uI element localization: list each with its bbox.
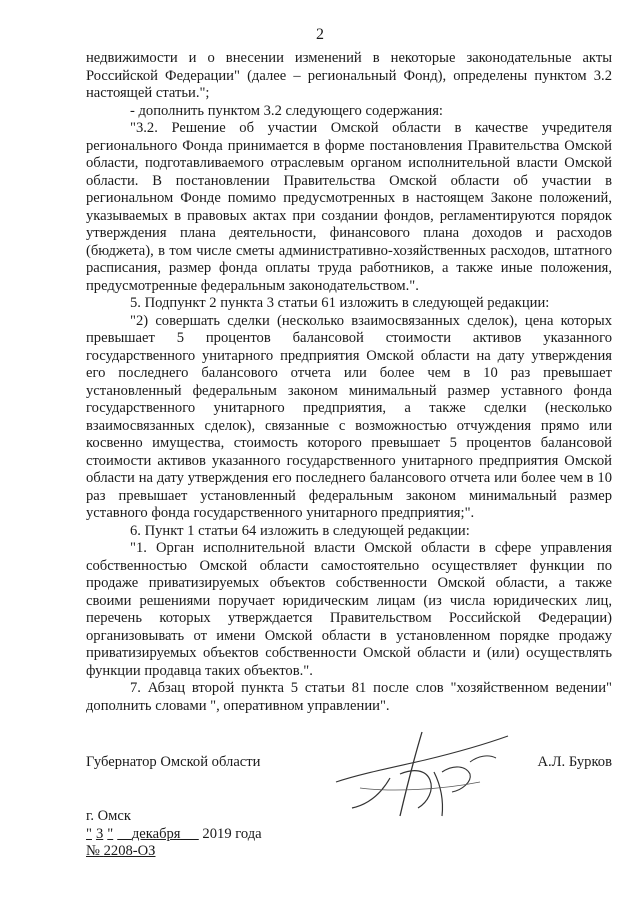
paragraph-continuation: недвижимости и о внесении изменений в некоторые законодательные акты Российской Федерации" (далее – региональный Фонд), определены пунктом 3.2 настоящей статьи."; [86,50,612,101]
paragraph-clause-1: "1. Орган исполнительной власти Омской области в сфере управления собственностью Омской области самостоятельно осуществляет функции по продаже приватизируемых объектов собственности Омской области, а также своими решениями поручает юридическим лицам (из числа юридических лиц, перечень которых утверждается Правительством Российской Федерации) организовывать от имени Омской области в установленном порядке продажу приватизируемых объектов собственности Омской области и (или) осуществлять функции продавца таких объектов.". [86,540,612,679]
signatory-title: Губернатор Омской области [86,754,261,770]
paragraph-subclause-2: "2) совершать сделки (несколько взаимосвязанных сделок), цена которых превышает 5 процентов балансовой стоимости активов указанного государственного унитарного предприятия Омской области на дату утверждения его последнего балансового отчета или более чем в 10 раз превышает установленный федеральным законом минимальный размер уставного фонда государственного унитарного предприятия, а также сделки (несколько взаимосвязанных сделок), связанные с возможностью отчуждения прямо или косвенно имущества, стоимость которого превышает 5 процентов балансовой стоимости активов указанного государственного унитарного предприятия Омской области на дату утверждения его последнего балансового отчета или более чем в 10 раз превышает установленный федеральным законом минимальный размер уставного фонда государственного унитарного предприятия;". [86,312,612,521]
signatory-name: А.Л. Бурков [537,754,612,770]
handwritten-signature [330,712,520,822]
paragraph-item-5: 5. Подпункт 2 пункта 3 статьи 61 изложить в следующей редакции: [130,295,550,311]
date-day: 3 [95,825,104,842]
paragraph-item-6: 6. Пункт 1 статьи 64 изложить в следующей редакции: [130,522,470,539]
city-line: г. Омск [86,808,131,824]
law-number-prefix: № [86,843,100,859]
paragraph-clause-3-2: "3.2. Решение об участии Омской области в качестве учредителя регионального Фонда принимается в форме постановления Правительства Омской области, подготавливаемого отраслевым органом исполнительной власти Омской области. В постановлении Правительства Омской области об участии в региональном Фонде помимо предусмотренных в настоящем Законе положений, указываемых в правовых актах при создании фондов, регламентируются порядок утверждения плана деятельности, финансового плана доходов и расходов (бюджета), в том числе сметы административно-хозяйственных расходов, штатного расписания, размер фонда оплаты труда работников, а также иные положения, предусмотренные федеральным законодательством.". [86,120,612,294]
law-number: 2208-ОЗ [103,843,156,859]
law-number-line [86,843,386,861]
date-day-field: " 3 " [86,825,114,842]
date-month-field [117,826,199,842]
date-year: 2019 года [202,825,262,842]
document-footer [86,808,386,861]
date-line [86,826,386,844]
document-body [86,50,612,715]
paragraph-add-clause: - дополнить пунктом 3.2 следующего содержания: [130,102,443,119]
page-number: 2 [316,26,324,43]
law-number-field [86,843,156,859]
date-month: декабря [131,825,181,842]
paragraph-item-7: 7. Абзац второй пункта 5 статьи 81 после слов "хозяйственном ведении" дополнить словами ", оперативном управлении". [86,680,612,714]
